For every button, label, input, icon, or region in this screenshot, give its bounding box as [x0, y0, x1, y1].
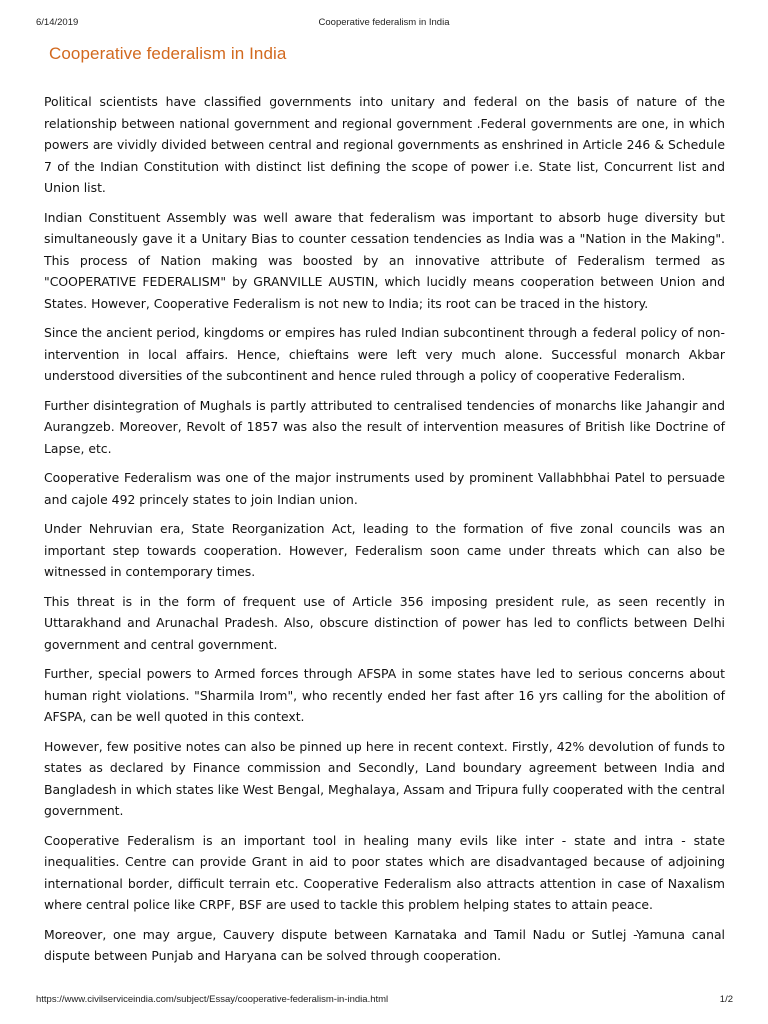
print-page-number: 1/2: [719, 994, 733, 1005]
article-title: Cooperative federalism in India: [49, 44, 287, 63]
article-body: [44, 91, 725, 975]
paragraph-10: Cooperative Federalism is an important tool in healing many evils like inter - state and intra - state inequalities. Centre can provide Grant in aid to poor states which are disadvantaged because of adjoining international border, difficult terrain etc. Cooperative Federalism also attracts attention in case of Naxalism where central police like CRPF, BSF are used to tackle this problem helping states to attain peace.: [44, 832, 725, 912]
print-footer: [0, 994, 768, 1008]
print-header: [0, 17, 768, 31]
paragraph-2: Indian Constituent Assembly was well aware that federalism was important to absorb huge diversity but simultaneously gave it a Unitary Bias to counter cessation tendencies as India was a "Nation in the Making". This process of Nation making was boosted by an innovative attribute of Federalism termed as "COOPERATIVE FEDERALISM" by GRANVILLE AUSTIN, which lucidly means cooperation between Union and States. However, Cooperative Federalism is not new to India; its root can be traced in the history.: [44, 209, 725, 311]
paragraph-8: Further, special powers to Armed forces through AFSPA in some states have led to serious concerns about human right violations. "Sharmila Irom", who recently ended her fast after 16 yrs calling for the abolition of AFSPA, can be well quoted in this context.: [44, 666, 725, 724]
print-page-title: Cooperative federalism in India: [318, 17, 450, 28]
paragraph-5: Cooperative Federalism was one of the major instruments used by prominent Vallabhbhai Patel to persuade and cajole 492 princely states to join Indian union.: [44, 470, 725, 507]
paragraph-6: Under Nehruvian era, State Reorganization Act, leading to the formation of five zonal councils was an important step towards cooperation. However, Federalism soon came under threats which can also be witnessed in contemporary times.: [44, 521, 725, 579]
paragraph-11: Moreover, one may argue, Cauvery dispute between Karnataka and Tamil Nadu or Sutlej -Yamuna canal dispute between Punjab and Haryana can be solved through cooperation.: [44, 926, 725, 963]
print-url: https://www.civilserviceindia.com/subject/Essay/cooperative-federalism-in-india.html: [36, 994, 389, 1005]
paragraph-7: This threat is in the form of frequent use of Article 356 imposing president rule, as seen recently in Uttarakhand and Arunachal Pradesh. Also, obscure distinction of power has led to conflicts between Delhi government and central government.: [44, 593, 725, 652]
paragraph-3: Since the ancient period, kingdoms or empires has ruled Indian subcontinent through a federal policy of non-intervention in local affairs. Hence, chieftains were left very much alone. Successful monarch Akbar understood diversities of the subcontinent and hence ruled through a policy of cooperative Federalism.: [44, 325, 725, 383]
print-date: 6/14/2019: [36, 17, 79, 28]
paragraph-9: However, few positive notes can also be pinned up here in recent context. Firstly, 42% devolution of funds to states as declared by Finance commission and Secondly, Land boundary agreement between India and Bangladesh in which states like West Bengal, Meghalaya, Assam and Tripura fully cooperated with the central government.: [44, 738, 725, 818]
paragraph-4: Further disintegration of Mughals is partly attributed to centralised tendencies of monarchs like Jahangir and Aurangzeb. Moreover, Revolt of 1857 was also the result of intervention measures of British like Doctrine of Lapse, etc.: [44, 397, 725, 456]
paragraph-1: Political scientists have classified governments into unitary and federal on the basis of nature of the relationship between national government and regional government .Federal governments are one, in which powers are vividly divided between central and regional governments as enshrined in Article 246 & Schedule 7 of the Indian Constitution with distinct list defining the scope of power i.e. State list, Concurrent list and Union list.: [44, 94, 725, 195]
